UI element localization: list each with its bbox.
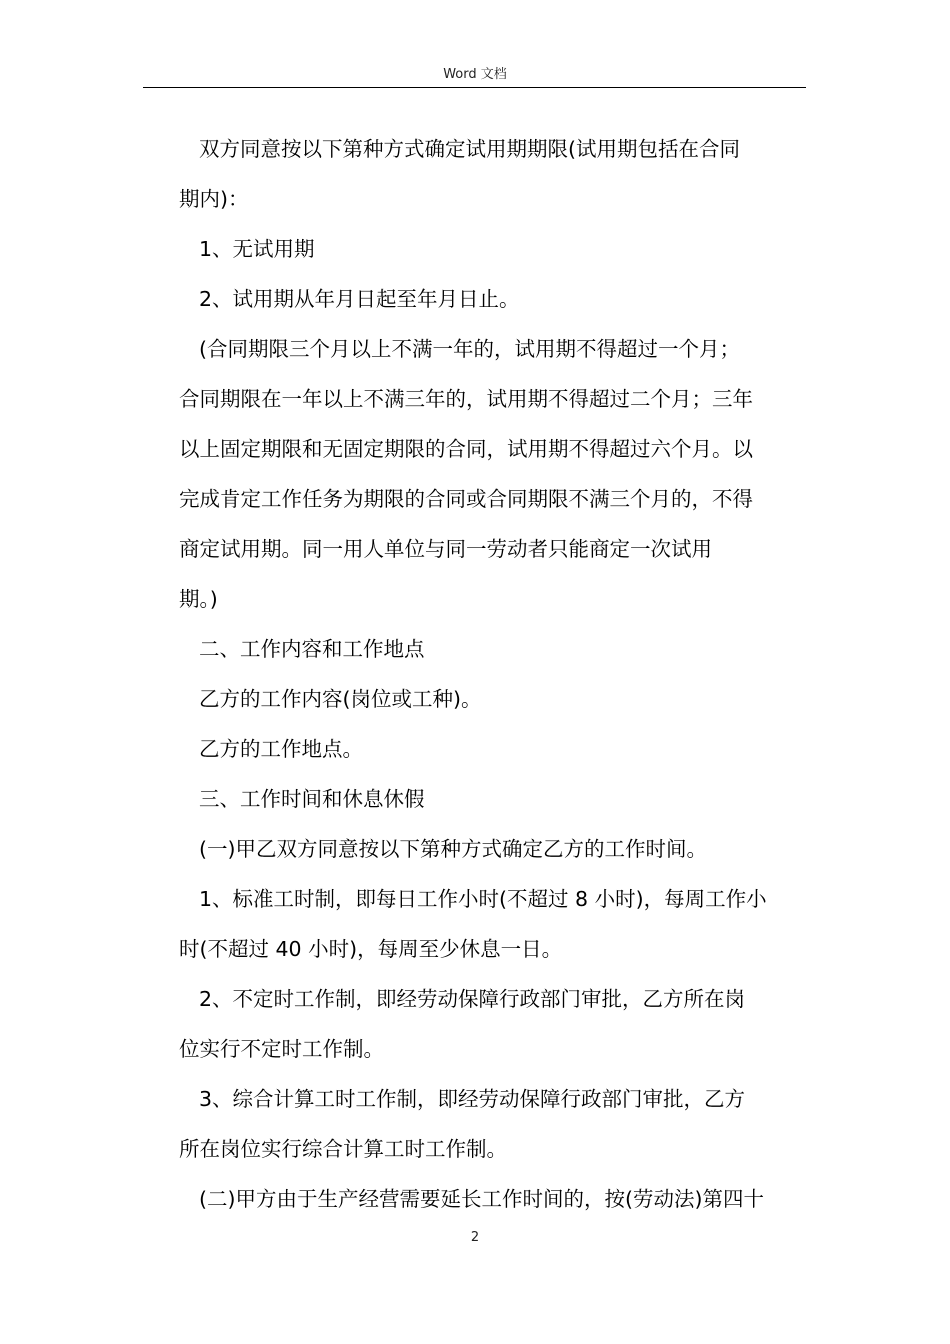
text-line: (一)甲乙双方同意按以下第种方式确定乙方的工作时间。 (199, 837, 707, 861)
header-title: Word 文档 (443, 67, 507, 82)
text-line: 合同期限在一年以上不满三年的，试用期不得超过二个月；三年 (179, 387, 753, 411)
header-divider (143, 87, 806, 88)
text-line: (合同期限三个月以上不满一年的，试用期不得超过一个月； (199, 337, 740, 361)
text-line: 商定试用期。同一用人单位与同一劳动者只能商定一次试用 (179, 537, 712, 561)
text-line: 时(不超过 40 小时)，每周至少休息一日。 (179, 937, 563, 961)
text-line: 以上固定期限和无固定期限的合同，试用期不得超过六个月。以 (179, 437, 753, 461)
text-line: 位实行不定时工作制。 (179, 1037, 384, 1061)
text-line: 三、工作时间和休息休假 (199, 787, 425, 811)
text-line: 3、综合计算工时工作制，即经劳动保障行政部门审批，乙方 (199, 1087, 746, 1111)
text-line: 完成肯定工作任务为期限的合同或合同期限不满三个月的，不得 (179, 487, 753, 511)
text-line: 2、试用期从年月日起至年月日止。 (199, 287, 520, 311)
text-line: 乙方的工作内容(岗位或工种)。 (199, 687, 482, 711)
text-line: (二)甲方由于生产经营需要延长工作时间的，按(劳动法)第四十 (199, 1187, 764, 1211)
page-number: 2 (470, 1230, 480, 1245)
document-body (179, 124, 807, 1224)
text-line: 双方同意按以下第种方式确定试用期期限(试用期包括在合同 (199, 137, 740, 161)
text-line: 2、不定时工作制，即经劳动保障行政部门审批，乙方所在岗 (199, 987, 746, 1011)
text-line: 二、工作内容和工作地点 (199, 637, 425, 661)
text-line: 1、无试用期 (199, 237, 315, 261)
text-line: 所在岗位实行综合计算工时工作制。 (179, 1137, 507, 1161)
text-line: 期。) (179, 587, 218, 611)
text-line: 乙方的工作地点。 (199, 737, 363, 761)
text-line: 期内)： (179, 187, 249, 211)
text-line: 1、标准工时制，即每日工作小时(不超过 8 小时)，每周工作小 (199, 887, 767, 911)
